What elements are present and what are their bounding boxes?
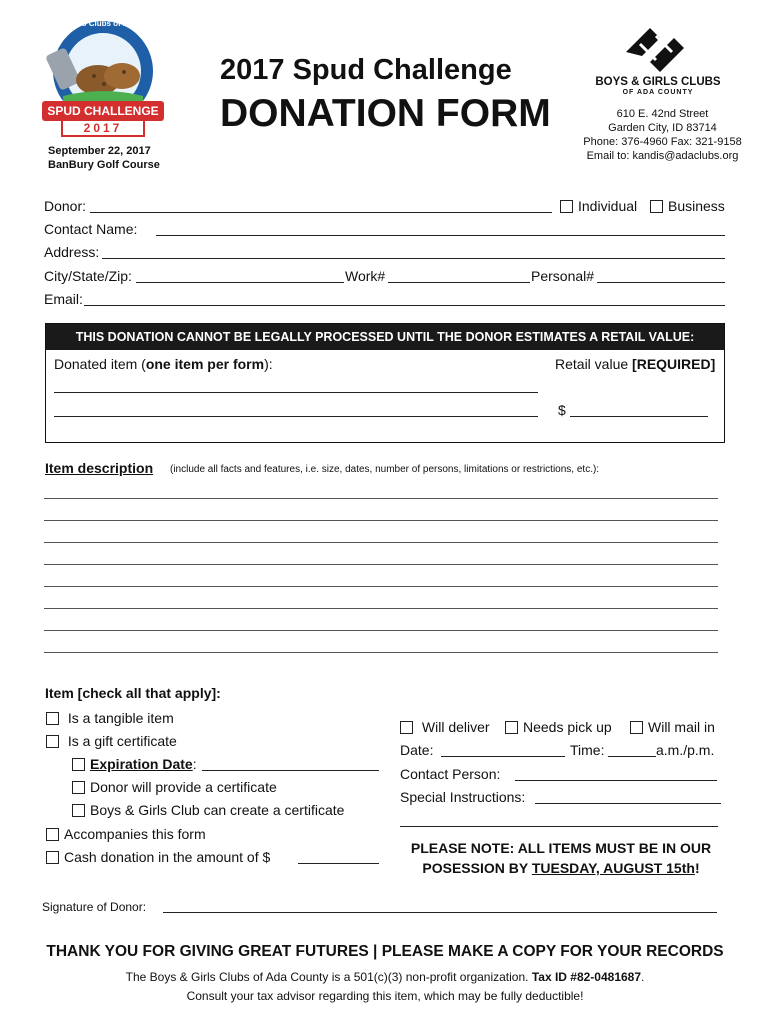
email-label: Email: [44, 291, 83, 307]
gift-certificate-checkbox[interactable] [46, 735, 59, 748]
option-cash[interactable]: Cash donation in the amount of $ [46, 849, 270, 865]
contact-name-label: Contact Name: [44, 221, 138, 237]
signature-label: Signature of Donor: [42, 900, 147, 914]
donated-item-label: Donated item (one item per form): [54, 356, 273, 372]
description-line[interactable] [44, 564, 718, 565]
footer-nonprofit: The Boys & Girls Clubs of Ada County is a 501(c)(3) non-profit organization. Tax ID #82-0481687. [125, 970, 645, 984]
cash-amount-field[interactable] [298, 863, 379, 864]
dollar-sign: $ [558, 402, 566, 418]
mail-in-checkbox[interactable] [630, 721, 643, 734]
signature-field[interactable] [163, 912, 717, 913]
description-line[interactable] [44, 542, 718, 543]
footer-thanks: THANK YOU FOR GIVING GREAT FUTURES | PLEASE MAKE A COPY FOR YOUR RECORDS [46, 943, 724, 960]
logo-year: 2017 [83, 121, 123, 135]
event-logo [38, 16, 168, 141]
business-label: Business [668, 198, 725, 214]
estimate-header: THIS DONATION CANNOT BE LEGALLY PROCESSED UNTIL THE DONOR ESTIMATES A RETAIL VALUE: [46, 324, 724, 350]
delivery-time-field[interactable] [608, 756, 656, 757]
special-instructions-field-2[interactable] [400, 826, 718, 827]
page-title-line1: 2017 Spud Challenge [220, 54, 512, 86]
club-certificate-checkbox[interactable] [72, 804, 85, 817]
option-tangible[interactable]: Is a tangible item [46, 710, 174, 726]
description-line[interactable] [44, 652, 718, 653]
retail-value-field[interactable] [570, 416, 708, 417]
event-date: September 22, 2017 [48, 145, 151, 157]
org-address-line1: 610 E. 42nd Street [616, 108, 709, 120]
city-state-zip-label: City/State/Zip: [44, 268, 132, 284]
description-line[interactable] [44, 630, 718, 631]
footer-consult: Consult your tax advisor regarding this item, which may be fully deductible! [186, 989, 584, 1003]
will-deliver-checkbox[interactable] [400, 721, 413, 734]
donor-field[interactable] [90, 212, 552, 213]
individual-checkbox[interactable] [560, 200, 573, 213]
org-email: Email to: kandis@adaclubs.org [586, 150, 739, 162]
item-check-heading: Item [check all that apply]: [45, 685, 221, 701]
business-checkbox[interactable] [650, 200, 663, 213]
org-address-line2: Garden City, ID 83714 [608, 122, 717, 134]
personal-phone-label: Personal# [531, 268, 595, 284]
logo-arc-text: Boys & Girls Clubs of Ada County [38, 19, 168, 28]
delivery-time-label: Time: [570, 742, 605, 758]
item-description-label: Item description [45, 460, 154, 476]
possession-note-line2: POSESSION BY TUESDAY, AUGUST 15th! [422, 860, 700, 876]
contact-name-field[interactable] [156, 235, 725, 236]
option-will-deliver[interactable]: Will deliver [400, 719, 490, 735]
am-pm-label: a.m./p.m. [656, 742, 715, 758]
org-name: BOYS & GIRLS CLUBS [595, 76, 721, 88]
boys-girls-clubs-logo-icon [620, 22, 690, 72]
personal-phone-field[interactable] [597, 282, 725, 283]
work-phone-field[interactable] [388, 282, 530, 283]
description-line[interactable] [44, 498, 718, 499]
page-title-line2: DONATION FORM [220, 92, 551, 135]
logo-banner-text: SPUD CHALLENGE [47, 104, 159, 118]
donor-certificate-checkbox[interactable] [72, 781, 85, 794]
donor-label: Donor: [44, 198, 87, 214]
possession-note-line1: PLEASE NOTE: ALL ITEMS MUST BE IN OUR [410, 840, 712, 856]
delivery-date-label: Date: [400, 742, 434, 758]
special-instructions-field[interactable] [535, 803, 721, 804]
city-state-zip-field[interactable] [136, 282, 344, 283]
work-phone-label: Work# [345, 268, 386, 284]
contact-person-label: Contact Person: [400, 766, 501, 782]
org-phone-fax: Phone: 376-4960 Fax: 321-9158 [583, 136, 742, 148]
donor-type-business[interactable] [650, 198, 725, 214]
donated-item-line-1[interactable] [54, 392, 538, 393]
cash-checkbox[interactable] [46, 851, 59, 864]
option-gift-certificate[interactable]: Is a gift certificate [46, 733, 177, 749]
description-line[interactable] [44, 520, 718, 521]
address-field[interactable] [102, 258, 725, 259]
donor-type-individual[interactable] [560, 198, 637, 214]
option-mail-in[interactable]: Will mail in [630, 719, 715, 735]
tangible-checkbox[interactable] [46, 712, 59, 725]
description-line[interactable] [44, 608, 718, 609]
description-line[interactable] [44, 586, 718, 587]
option-accompanies[interactable]: Accompanies this form [46, 826, 206, 842]
option-expiration[interactable]: Expiration Date: [72, 756, 197, 772]
expiration-checkbox[interactable] [72, 758, 85, 771]
address-label: Address: [44, 244, 100, 260]
special-instructions-label: Special Instructions: [400, 789, 526, 805]
contact-person-field[interactable] [515, 780, 717, 781]
donated-item-line-2[interactable] [54, 416, 538, 417]
expiration-date-field[interactable] [202, 770, 379, 771]
event-venue: BanBury Golf Course [48, 159, 160, 171]
accompanies-checkbox[interactable] [46, 828, 59, 841]
retail-estimate-box [45, 323, 725, 443]
option-donor-certificate[interactable]: Donor will provide a certificate [72, 779, 277, 795]
option-club-certificate[interactable]: Boys & Girls Club can create a certificate [72, 802, 344, 818]
email-field[interactable] [84, 305, 725, 306]
delivery-date-field[interactable] [441, 756, 565, 757]
retail-value-label: Retail value [REQUIRED] [555, 356, 716, 372]
item-description-hint: (include all facts and features, i.e. size, dates, number of persons, limitations or restrictions, etc.): [170, 464, 600, 475]
individual-label: Individual [578, 198, 638, 214]
org-subname: OF ADA COUNTY [622, 89, 694, 96]
option-pick-up[interactable]: Needs pick up [505, 719, 612, 735]
pick-up-checkbox[interactable] [505, 721, 518, 734]
